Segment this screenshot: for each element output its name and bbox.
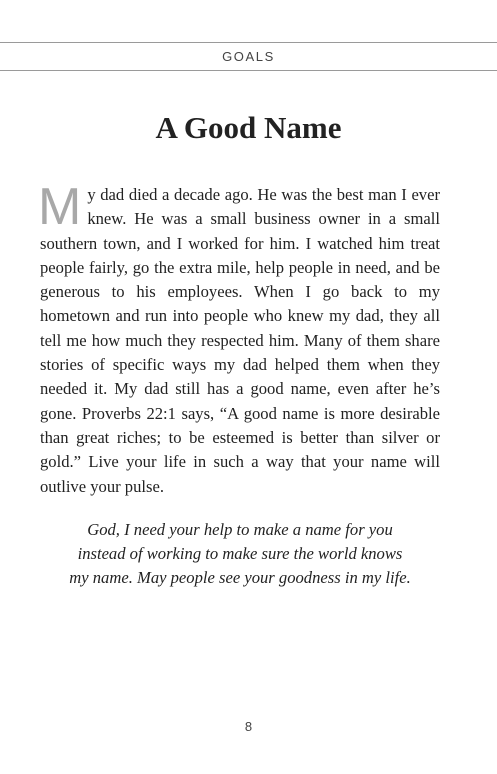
prayer-line: God, I need your help to make a name for you (87, 520, 393, 539)
page-number: 8 (244, 719, 253, 734)
section-label: GOALS (222, 49, 275, 64)
prayer-line: instead of working to make sure the world knows (77, 544, 403, 563)
prayer-line: my name. May people see your goodness in my life. (69, 568, 411, 587)
section-header (0, 42, 497, 71)
body-paragraph (38, 178, 440, 499)
body-text-content: y dad died a decade ago. He was the best man I ever knew. He was a small business owner in a small southern town, and I worked for him. I watched him treat people fairly, go the extra mile, help people in need, and be generous to his employees. When I go back to my hometown and run into people who knew my dad, they all tell me how much they respected him. Many of them share stories of specific ways my dad helped them when they needed it. My dad still has a good name, even after he’s gone. Proverbs 22:1 says, “A good name is more desirable than great riches; to be esteemed is better than silver or gold.” Live your life in such a way that your name will outlive your pulse. (40, 185, 440, 496)
drop-cap: M (38, 178, 82, 236)
prayer-text (40, 518, 440, 590)
page-title: A Good Name (155, 110, 342, 145)
